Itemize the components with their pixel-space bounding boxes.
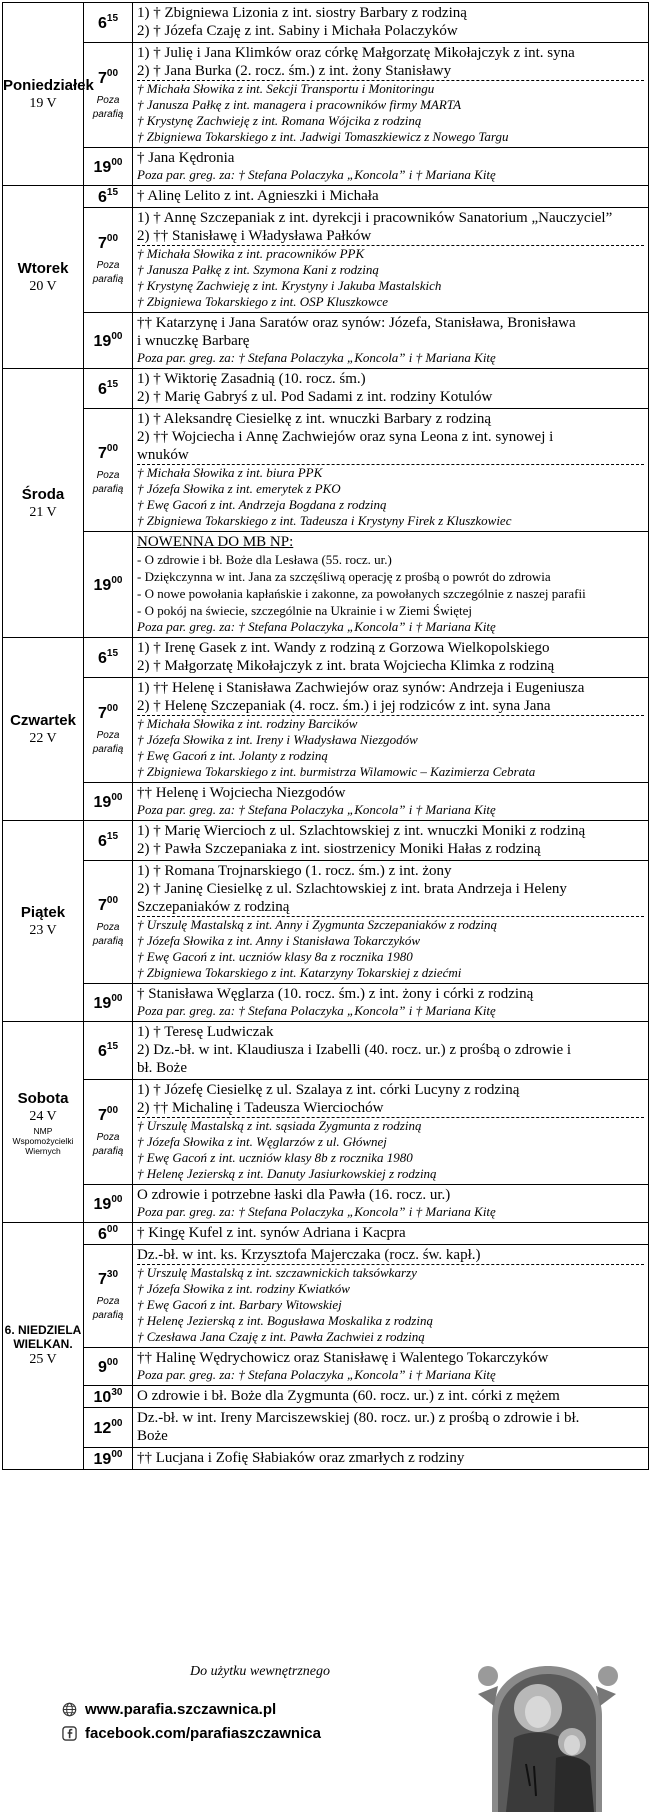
outside-parish-label: Poza parafią (92, 922, 124, 947)
intention-line: † Ewę Gacoń z int. Barbary Witowskiej (137, 1297, 342, 1312)
schedule-row (3, 313, 649, 369)
schedule-row (3, 1448, 649, 1470)
intention-line: Poza par. greg. za: † Stefana Polaczyka „Koncola” i † Mariana Kitę (137, 619, 496, 634)
time-cell (84, 532, 133, 638)
time-cell (84, 638, 133, 678)
day-cell (3, 1022, 84, 1223)
time-cell (84, 678, 133, 783)
intention-line: 1) † Teresę Ludwiczak (137, 1024, 274, 1040)
day-date: 19 V (29, 95, 57, 111)
schedule-row (3, 984, 649, 1022)
intention-line: †† Helenę i Wojciecha Niezgodów (137, 785, 346, 801)
time-hour: 7 (97, 235, 107, 252)
intention-line: wnuków (137, 446, 644, 465)
intentions-cell (133, 821, 649, 861)
time-minute: 00 (106, 1223, 119, 1235)
time-cell (84, 821, 133, 861)
intention-line: - O pokój na świecie, szczególnie na Ukrainie i w Ziemi Świętej (137, 603, 473, 618)
day-name: Poniedziałek (3, 76, 94, 94)
facebook-icon (62, 1726, 77, 1741)
intentions-cell (133, 3, 649, 43)
time-cell (84, 1408, 133, 1448)
day-name: Czwartek (10, 711, 76, 729)
time-cell (84, 409, 133, 532)
time-cell (84, 186, 133, 208)
intentions-cell (133, 186, 649, 208)
time-cell (84, 1448, 133, 1470)
facebook-link[interactable] (62, 1725, 321, 1742)
time-hour: 6 (97, 380, 107, 398)
intention-line: 2) †† Stanisławę i Władysława Pałków (137, 227, 644, 246)
intention-line: † Janusza Pałkę z int. Szymona Kani z rodziną (137, 262, 379, 277)
intention-line: † Ewę Gacoń z int. Jolanty z rodziną (137, 748, 328, 763)
intention-line: 1) † Annę Szczepaniak z int. dyrekcji i pracowników Sanatorium „Nauczyciel” (137, 210, 613, 226)
intention-line: † Czesława Jana Czaję z int. Pawła Zachwiei z rodziną (137, 1329, 425, 1344)
time-minute: 00 (111, 156, 123, 168)
intentions-cell (133, 1245, 649, 1348)
time-hour: 7 (97, 1107, 107, 1124)
intention-line: † Helenę Jezierską z int. Danuty Jasiurkowskiej z rodziną (137, 1166, 437, 1181)
time-cell (84, 313, 133, 369)
day-cell (3, 369, 84, 638)
time-cell (84, 3, 133, 43)
time-minute: 15 (106, 647, 119, 659)
intention-line: † Urszulę Mastalską z int. sąsiada Zygmunta z rodziną (137, 1118, 422, 1133)
time-minute: 15 (106, 830, 119, 842)
madonna-icon-image (468, 1646, 626, 1812)
intention-line: † Stanisława Węglarza (10. rocz. śm.) z int. żony i córki z rodziną (137, 986, 534, 1002)
intention-line: 2) † Helenę Szczepaniak (4. rocz. śm.) i jej rodziców z int. syna Jana (137, 697, 644, 716)
intention-line: †† Katarzynę i Jana Saratów oraz synów: Józefa, Stanisława, Bronisława (137, 315, 576, 331)
schedule-row (3, 1348, 649, 1386)
intentions-cell (133, 1223, 649, 1245)
day-name: Sobota (17, 1089, 69, 1107)
time-hour: 19 (93, 332, 112, 350)
day-cell (3, 821, 84, 1022)
time-hour: 7 (97, 897, 107, 914)
time-minute: 00 (111, 574, 123, 586)
intentions-cell (133, 638, 649, 678)
intention-line: Poza par. greg. za: † Stefana Polaczyka „Koncola” i † Mariana Kitę (137, 1204, 496, 1219)
day-name: Wtorek (17, 259, 69, 277)
intention-line: † Józefa Słowika z int. Ireny i Władysława Niezgodów (137, 732, 418, 747)
intentions-cell (133, 409, 649, 532)
intention-line: † Ewę Gacoń z int. Andrzeja Bogdana z rodziną (137, 497, 387, 512)
intention-line: 1) † Zbigniewa Lizonia z int. siostry Barbary z rodziną (137, 5, 467, 21)
schedule-row (3, 186, 649, 208)
outside-parish-label: Poza parafią (92, 1132, 124, 1157)
intention-line: † Zbigniewa Tokarskiego z int. Katarzyny Tokarskiej z dziećmi (137, 965, 462, 980)
intention-line: 2) †† Michalinę i Tadeusza Wierciochów (137, 1099, 644, 1118)
time-hour: 6 (97, 1042, 107, 1060)
time-cell (84, 1386, 133, 1408)
outside-parish-label: Poza parafią (92, 730, 124, 755)
time-minute: 00 (106, 443, 119, 454)
intentions-cell (133, 1022, 649, 1080)
intention-line: 2) † Janinę Ciesielkę z ul. Szlachtowskiej z int. brata Andrzeja i Heleny (137, 881, 567, 897)
schedule-row (3, 43, 649, 148)
intention-line: O zdrowie i bł. Boże dla Zygmunta (60. rocz. ur.) z int. córki z mężem (137, 1388, 560, 1404)
time-hour: 6 (97, 188, 107, 206)
time-hour: 19 (93, 994, 112, 1012)
day-date: 22 V (29, 730, 57, 746)
schedule-row (3, 1022, 649, 1080)
intentions-cell (133, 532, 649, 638)
time-minute: 00 (111, 992, 123, 1004)
time-minute: 00 (111, 330, 123, 342)
intention-line: †† Halinę Wędrychowicz oraz Stanisławę i Walentego Tokarczyków (137, 1350, 549, 1366)
time-cell (84, 148, 133, 186)
time-minute: 00 (106, 1356, 119, 1368)
intention-line: † Michała Słowika z int. pracowników PPK (137, 246, 365, 261)
intention-line: † Zbigniewa Tokarskiego z int. Tadeusza i Krystyny Firek z Kluszkowiec (137, 513, 512, 528)
intentions-cell (133, 1386, 649, 1408)
time-cell (84, 43, 133, 148)
time-minute: 15 (106, 12, 119, 24)
intention-line: 1) † Romana Trojnarskiego (1. rocz. śm.) z int. żony (137, 863, 452, 879)
intention-line: Dz.-bł. w int. Ireny Marciszewskiej (80. rocz. ur.) z prośbą o zdrowie i bł. (137, 1410, 580, 1426)
intentions-cell (133, 43, 649, 148)
time-hour: 19 (93, 158, 112, 176)
intention-line: Poza par. greg. za: † Stefana Polaczyka „Koncola” i † Mariana Kitę (137, 350, 496, 365)
intention-line: † Michała Słowika z int. biura PPK (137, 465, 323, 480)
time-hour: 7 (97, 445, 107, 462)
time-minute: 00 (111, 1417, 123, 1429)
time-minute: 00 (106, 68, 119, 79)
time-minute: 30 (106, 1269, 119, 1280)
intention-line: † Zbigniewa Tokarskiego z int. burmistrza Wilamowic – Kazimierza Cebrata (137, 764, 536, 779)
time-hour: 19 (93, 1450, 112, 1468)
intention-line: Poza par. greg. za: † Stefana Polaczyka „Koncola” i † Mariana Kitę (137, 802, 496, 817)
time-cell (84, 1080, 133, 1185)
schedule-row (3, 638, 649, 678)
time-cell (84, 984, 133, 1022)
time-hour: 19 (93, 793, 112, 811)
time-cell (84, 1185, 133, 1223)
day-date: 21 V (29, 504, 57, 520)
intention-line: † Janusza Pałkę z int. managera i pracowników firmy MARTA (137, 97, 462, 112)
time-minute: 00 (106, 703, 119, 714)
mass-schedule-table (2, 2, 649, 1470)
intentions-cell (133, 208, 649, 313)
schedule-row (3, 678, 649, 783)
day-date: 20 V (29, 278, 57, 294)
intention-line: † Ewę Gacoń z int. uczniów klasy 8b z rocznika 1980 (137, 1150, 413, 1165)
intentions-cell (133, 984, 649, 1022)
intention-line: † Urszulę Mastalską z int. szczawnickich taksówkarzy (137, 1265, 417, 1280)
day-name: 6. NIEDZIELA WIELKAN. (4, 1323, 82, 1351)
intention-line: Dz.-bł. w int. ks. Krzysztofa Majerczaka (rocz. św. kapł.) (137, 1246, 644, 1265)
intention-line: † Zbigniewa Tokarskiego z int. Jadwigi Tomaszkiewicz z Nowego Targu (137, 129, 509, 144)
intention-line: - O zdrowie i bł. Boże dla Lesława (55. rocz. ur.) (137, 552, 392, 567)
schedule-row (3, 148, 649, 186)
intention-line: † Józefa Słowika z int. emerytek z PKO (137, 481, 341, 496)
time-minute: 15 (106, 378, 119, 390)
day-cell (3, 3, 94, 186)
intention-line: † Kingę Kufel z int. synów Adriana i Kacpra (137, 1225, 406, 1241)
intention-line: 1) † Julię i Jana Klimków oraz córkę Małgorzatę Mikołajczyk z int. syna (137, 45, 575, 61)
schedule-row (3, 369, 649, 409)
intention-line: Szczepaniaków z rodziną (137, 898, 644, 917)
intention-line: † Józefa Słowika z int. Węglarzów z ul. Głównej (137, 1134, 387, 1149)
time-minute: 00 (106, 233, 119, 244)
intention-line: bł. Boże (137, 1060, 187, 1076)
day-name: Środa (21, 485, 65, 503)
intention-line: 2) † Pawła Szczepaniaka z int. siostrzenicy Moniki Hałas z rodziną (137, 841, 541, 857)
intention-line: † Krystynę Zachwieję z int. Krystyny i Jakuba Mastalskich (137, 278, 442, 293)
time-minute: 15 (106, 186, 119, 198)
day-cell (3, 1223, 84, 1470)
intentions-cell (133, 148, 649, 186)
intention-line: - Dziękczynna w int. Jana za szczęśliwą operację z prośbą o powrót do zdrowia (137, 569, 551, 584)
day-cell (3, 638, 84, 821)
schedule-row (3, 409, 649, 532)
time-cell (84, 1223, 133, 1245)
intention-line: 1) † Marię Wiercioch z ul. Szlachtowskiej z int. wnuczki Moniki z rodziną (137, 823, 586, 839)
time-hour: 7 (97, 70, 107, 87)
intentions-cell (133, 1185, 649, 1223)
intention-line: 2) † Marię Gabryś z ul. Pod Sadami z int. rodziny Kotulów (137, 389, 493, 405)
time-minute: 00 (111, 1448, 123, 1460)
intentions-cell (133, 1080, 649, 1185)
intention-line: i wnuczkę Barbarę (137, 333, 250, 349)
outside-parish-label: Poza parafią (92, 470, 124, 495)
time-hour: 12 (93, 1419, 112, 1437)
schedule-row (3, 1408, 649, 1448)
intention-line: Poza par. greg. za: † Stefana Polaczyka „Koncola” i † Mariana Kitę (137, 167, 496, 182)
schedule-row (3, 532, 649, 638)
outside-parish-label: Poza parafią (92, 1296, 124, 1321)
outside-parish-label: Poza parafią (92, 95, 124, 120)
intention-line: Poza par. greg. za: † Stefana Polaczyka „Koncola” i † Mariana Kitę (137, 1367, 496, 1382)
schedule-row (3, 821, 649, 861)
time-minute: 15 (106, 1040, 119, 1052)
intention-line: 1) † Józefę Ciesielkę z ul. Szalaya z int. córki Lucyny z rodziną (137, 1082, 520, 1098)
intention-line: † Józefa Słowika z int. Anny i Stanisława Tokarczyków (137, 933, 420, 948)
schedule-row (3, 1386, 649, 1408)
intentions-cell (133, 1408, 649, 1448)
intention-line: 2) † Józefa Czaję z int. Sabiny i Michała Polaczyków (137, 23, 458, 39)
time-cell (84, 1245, 133, 1348)
intention-line: 2) † Jana Burka (2. rocz. śm.) z int. żony Stanisławy (137, 62, 644, 81)
website-link[interactable] (62, 1701, 276, 1718)
intention-line: 1) † Irenę Gasek z int. Wandy z rodziną z Gorzowa Wielkopolskiego (137, 640, 550, 656)
time-cell (84, 369, 133, 409)
time-minute: 00 (111, 791, 123, 803)
intention-line: † Józefa Słowika z int. rodziny Kwiatków (137, 1281, 350, 1296)
time-cell (84, 783, 133, 821)
schedule-row (3, 1245, 649, 1348)
schedule-row (3, 208, 649, 313)
day-date: 23 V (29, 922, 57, 938)
day-date: 25 V (29, 1352, 57, 1367)
time-hour: 7 (97, 1271, 107, 1288)
time-hour: 10 (93, 1388, 112, 1406)
time-cell (84, 1348, 133, 1386)
time-minute: 00 (106, 1105, 119, 1116)
intentions-cell (133, 369, 649, 409)
intention-line: † Urszulę Mastalską z int. Anny i Zygmunta Szczepaniaków z rodziną (137, 917, 498, 932)
intention-line: Boże (137, 1428, 168, 1444)
time-hour: 6 (97, 832, 107, 850)
outside-parish-label: Poza parafią (92, 260, 124, 285)
internal-use-note: Do użytku wewnętrznego (190, 1664, 330, 1679)
intention-line: † Zbigniewa Tokarskiego z int. OSP Kluszkowce (137, 294, 388, 309)
time-minute: 00 (111, 1193, 123, 1205)
schedule-row (3, 1223, 649, 1245)
intention-line: † Jana Kędronia (137, 150, 235, 166)
time-hour: 6 (97, 1225, 107, 1243)
day-date: 24 V (29, 1108, 57, 1124)
intention-line: † Helenę Jezierską z int. Bogusława Moskalika z rodziną (137, 1313, 433, 1328)
intention-line: 1) † Aleksandrę Ciesielkę z int. wnuczki Barbary z rodziną (137, 411, 492, 427)
facebook-text: facebook.com/parafiaszczawnica (85, 1725, 321, 1742)
intention-line: 2) † Małgorzatę Mikołajczyk z int. brata Wojciecha Klimka z rodziną (137, 658, 555, 674)
intentions-cell (133, 678, 649, 783)
time-cell (84, 861, 133, 984)
intention-line: † Krystynę Zachwieję z int. Romana Wójcika z rodziną (137, 113, 422, 128)
intention-line: - O nowe powołania kapłańskie i zakonne, za powołanych szczególnie z naszej parafii (137, 586, 586, 601)
globe-icon (62, 1702, 77, 1717)
time-hour: 6 (97, 14, 107, 32)
intention-line: NOWENNA DO MB NP: (137, 534, 294, 550)
intention-line: Poza par. greg. za: † Stefana Polaczyka „Koncola” i † Mariana Kitę (137, 1003, 496, 1018)
time-hour: 9 (97, 1358, 107, 1376)
intention-line: † Michała Słowika z int. Sekcji Transportu i Monitoringu (137, 81, 435, 96)
schedule-row (3, 1080, 649, 1185)
intention-line: † Alinę Lelito z int. Agnieszki i Michała (137, 188, 379, 204)
time-minute: 30 (111, 1386, 123, 1398)
intention-line: † Michała Słowika z int. rodziny Barcików (137, 716, 358, 731)
intention-line: 1) † Wiktorię Zasadnią (10. rocz. śm.) (137, 371, 366, 387)
schedule-row (3, 1185, 649, 1223)
schedule-row (3, 783, 649, 821)
time-hour: 19 (93, 1195, 112, 1213)
intentions-cell (133, 783, 649, 821)
website-text: www.parafia.szczawnica.pl (85, 1701, 277, 1718)
intention-line: †† Lucjana i Zofię Słabiaków oraz zmarłych z rodziny (137, 1450, 465, 1466)
intention-line: 2) †† Wojciecha i Annę Zachwiejów oraz syna Leona z int. synowej i (137, 429, 554, 445)
schedule-row (3, 3, 649, 43)
intention-line: 2) Dz.-bł. w int. Klaudiusza i Izabelli (40. rocz. ur.) z prośbą o zdrowie i (137, 1042, 572, 1058)
time-cell (84, 1022, 133, 1080)
intention-line: † Ewę Gacoń z int. uczniów klasy 8a z rocznika 1980 (137, 949, 413, 964)
time-minute: 00 (106, 895, 119, 906)
time-hour: 7 (97, 705, 107, 722)
day-feast: NMP Wspomożycielki Wiernych (12, 1125, 74, 1156)
day-cell (3, 186, 84, 369)
intention-line: O zdrowie i potrzebne łaski dla Pawła (16. rocz. ur.) (137, 1187, 451, 1203)
intentions-cell (133, 861, 649, 984)
day-name: Piątek (20, 903, 66, 921)
intention-line: 1) †† Helenę i Stanisława Zachwiejów oraz synów: Andrzeja i Eugeniusza (137, 680, 585, 696)
time-cell (84, 208, 133, 313)
time-hour: 6 (97, 649, 107, 667)
intentions-cell (133, 1448, 649, 1470)
intentions-cell (133, 1348, 649, 1386)
time-hour: 19 (93, 576, 112, 594)
schedule-row (3, 861, 649, 984)
intentions-cell (133, 313, 649, 369)
